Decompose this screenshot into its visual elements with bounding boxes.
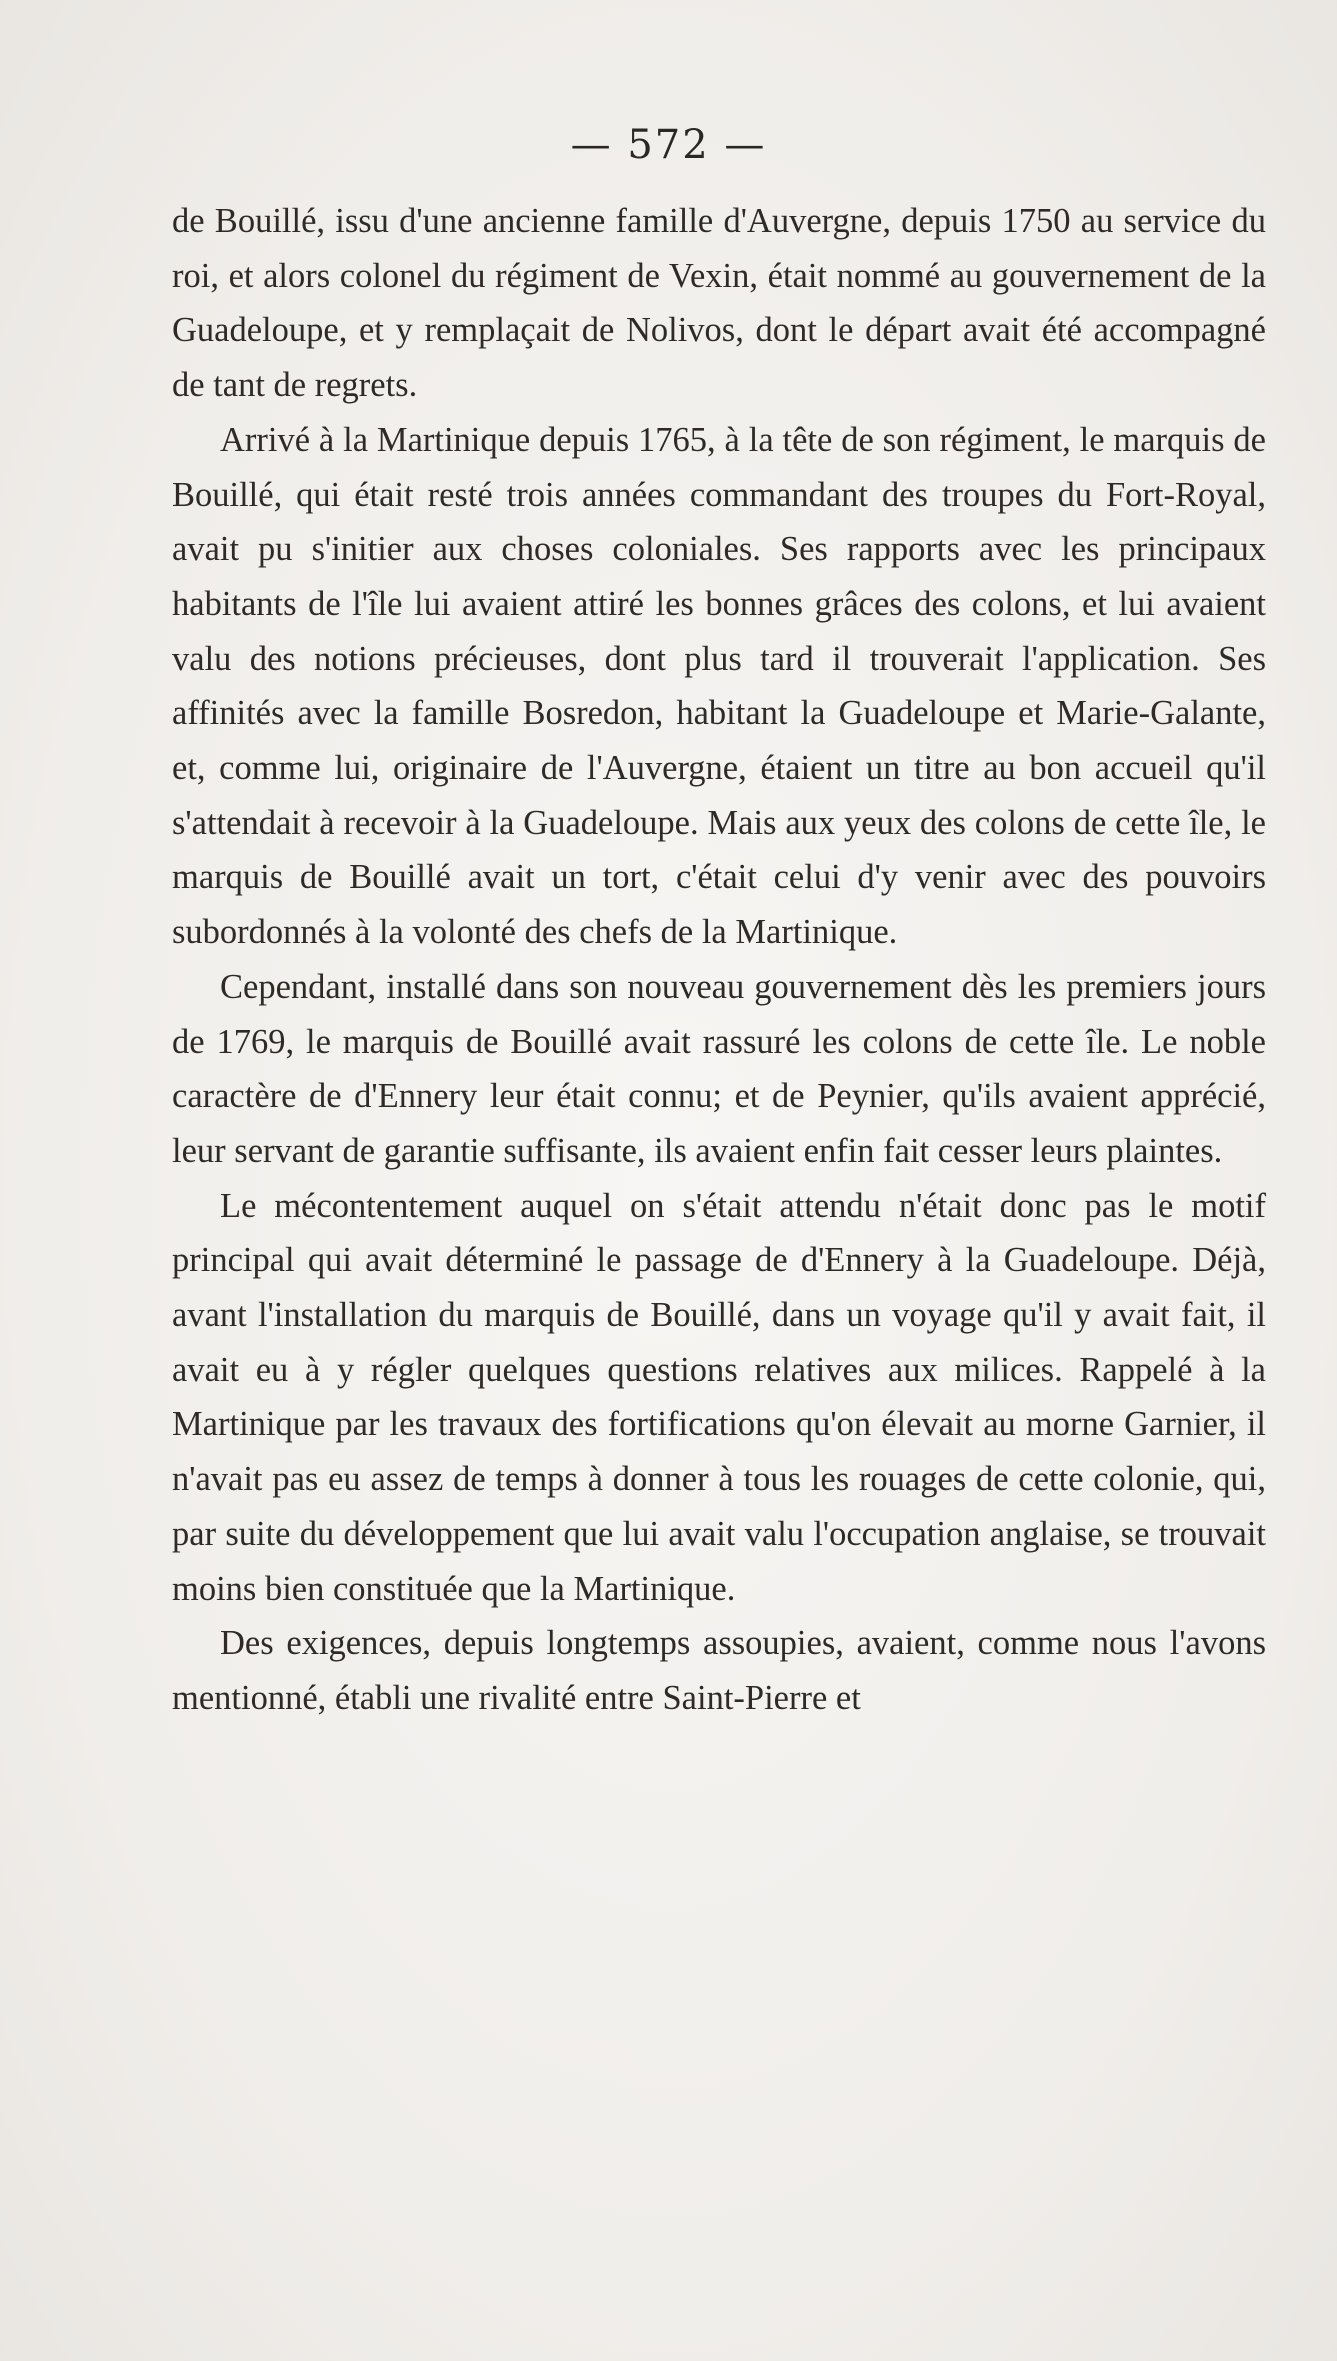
body-text [172,194,1266,1726]
paragraph: Des exigences, depuis longtemps assoupies, avaient, comme nous l'avons mentionné, établi une rivalité entre Saint-Pierre et [172,1624,1266,1717]
paragraph: Le mécontentement auquel on s'était attendu n'était donc pas le motif principal qui avait déterminé le passage de d'Ennery à la Guadeloupe. Déjà, avant l'installation du marquis de Bouillé, dans un voyage qu'il y avait fait, il avait eu à y régler quelques questions relatives aux milices. Rappelé à la Martinique par les travaux des fortifications qu'on élevait au morne Garnier, il n'avait pas eu assez de temps à donner à tous les rouages de cette colonie, qui, par suite du développement que lui avait valu l'occupation anglaise, se trouvait moins bien constituée que la Martinique. [172,1186,1266,1608]
paragraph: de Bouillé, issu d'une ancienne famille d'Auvergne, depuis 1750 au service du roi, et alors colonel du régiment de Vexin, était nommé au gouvernement de la Guadeloupe, et y remplaçait de Nolivos, dont le départ avait été accompagné de tant de regrets. [172,202,1266,405]
paragraph: Arrivé à la Martinique depuis 1765, à la tête de son régiment, le marquis de Bouillé, qui était resté trois années commandant des troupes du Fort-Royal, avait pu s'initier aux choses coloniales. Ses rapports avec les principaux habitants de l'île lui avaient attiré les bonnes grâces des colons, et lui avaient valu des notions précieuses, dont plus tard il trouverait l'application. Ses affinités avec la famille Bosredon, habitant la Guadeloupe et Marie-Galante, et, comme lui, originaire de l'Auvergne, étaient un titre au bon accueil qu'il s'attendait à recevoir à la Guadeloupe. Mais aux yeux des colons de cette île, le marquis de Bouillé avait un tort, c'était celui d'y venir avec des pouvoirs subordonnés à la volonté des chefs de la Martinique. [172,420,1266,952]
paragraph: Cependant, installé dans son nouveau gouvernement dès les premiers jours de 1769, le marquis de Bouillé avait rassuré les colons de cette île. Le noble caractère de d'Ennery leur était connu; et de Peynier, qu'ils avaient apprécié, leur servant de garantie suffisante, ils avaient enfin fait cesser leurs plaintes. [172,967,1266,1170]
page-number: — 572 — [570,122,767,168]
